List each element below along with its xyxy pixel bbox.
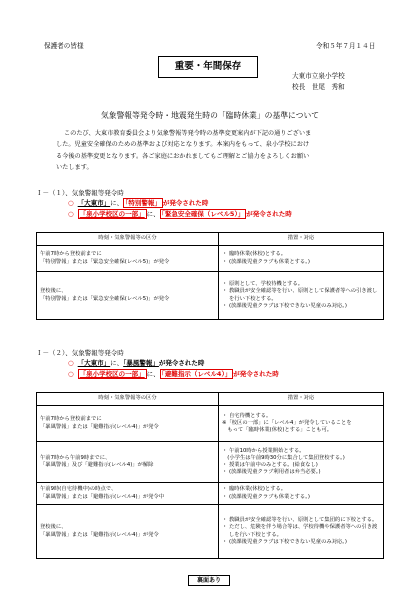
cell-line: ・ 授業は午前中のみとする。(給食なし) — [222, 462, 318, 468]
intro-line: このたび、大東市教育委員会より気象警報等発令時の基準変更案内が下記の通りございま — [64, 130, 312, 137]
cell-line: 「特別警報」または「緊急安全確保(レベル5)」が発令 — [40, 258, 170, 265]
table-cell-right — [219, 442, 384, 483]
document-title: 気象警報等発令時・地震発生時の「臨時休業」の基準について — [100, 111, 320, 120]
table-cell-right — [219, 406, 384, 442]
cell-line: ・ 原則として、学校待機とする。 — [222, 281, 304, 288]
cell-line: もって「臨時休業(休校)とする」ことも可。 — [222, 427, 333, 434]
warning-label: 「緊急安全確保（レベル5）」 — [161, 210, 245, 218]
cell-line: ・ (放課後児童クラブ利用者は弁当必要。) — [222, 469, 321, 476]
cell-line: 登校後に、 — [40, 288, 67, 295]
table-row — [37, 442, 384, 483]
table-header-right: 措置・対応 — [219, 393, 384, 406]
table-cell-left — [37, 272, 219, 320]
cell-line: 「暴風警報」または「避難指示(レベル4)」が発令 — [40, 531, 159, 538]
principal-name: 校長 世尾 秀和 — [292, 83, 345, 91]
area-label: 「大東市」 — [77, 199, 111, 207]
section1-bullet-2 — [68, 210, 292, 219]
cell-line: ・ 午前10時から授業開始とする。 — [222, 447, 305, 454]
warning-label: 「避難指示（レベル4）」 — [161, 370, 232, 378]
section2-bullet-2 — [68, 370, 279, 379]
table-row — [37, 246, 384, 272]
cell-line: 午前7時から午前9時までに、 — [40, 454, 111, 461]
recipient: 保護者の皆様 — [44, 42, 84, 50]
cell-line: ・ (放課後児童クラブは下校できない児童のみ対応。) — [222, 538, 347, 545]
section1-table — [36, 232, 384, 320]
cell-line: 「暴風警報」及び「避難指示(レベル4)」が解除 — [40, 462, 154, 468]
reverse-side-note: 裏面あり — [188, 575, 230, 586]
warning-label: 「特別警報」 — [125, 199, 161, 207]
area-label: 「泉小学校区の一部」 — [79, 370, 145, 378]
important-keep-badge: 重要・年間保存 — [158, 56, 258, 78]
cell-line: ・ 臨時休業(休校)とする。 — [222, 251, 287, 258]
cell-line: 登校後に、 — [40, 524, 67, 531]
cell-line: 「暴風警報」または「避難指示(レベル4)」が発令中 — [40, 493, 165, 500]
table-header-left: 時刻・気象警報等の区分 — [37, 393, 219, 406]
section2-table — [36, 392, 384, 559]
cell-line: ・ ただし、危険を伴う場合等は、学校待機や保護者等への引き渡しを行い下校とする。 — [222, 524, 378, 538]
condition-text: が発令された時 — [158, 359, 205, 367]
table-cell-left — [37, 442, 219, 483]
cell-line: ・ (放課後児童クラブも休業とする。) — [222, 258, 310, 265]
table-row — [37, 483, 384, 505]
cell-line: 午前7時から登校前までに — [40, 251, 102, 258]
intro-line: した。児童安全確保のための基準および対応となります。本案内をもって、泉小学校におけ — [56, 141, 310, 149]
circle-mark: ○ — [68, 199, 74, 207]
school-name: 大東市立泉小学校 — [292, 72, 345, 80]
table-header-left: 時刻・気象警報等の区分 — [37, 233, 219, 246]
section2-bullet-1 — [68, 359, 204, 368]
condition-text: が発令された時 — [233, 370, 279, 378]
table-row — [37, 505, 384, 559]
section1-heading: Ｉ－（１）、気象警報等発令時 — [36, 189, 124, 197]
particle: に、 — [110, 359, 124, 367]
condition-text: が発令された時 — [246, 210, 292, 218]
table-cell-right — [219, 483, 384, 505]
area-label: 「大東市」 — [77, 359, 111, 367]
intro-paragraph — [56, 128, 372, 174]
table-header-right: 措置・対応 — [219, 233, 384, 246]
cell-line: 「暴風警報」または「避難指示(レベル4)」が発令 — [40, 423, 159, 430]
table-cell-left — [37, 246, 219, 272]
section1-bullet-1 — [68, 199, 208, 208]
circle-mark: ○ — [68, 370, 74, 378]
particle: に、 — [146, 210, 160, 218]
area-label: 「泉小学校区の一部」 — [79, 210, 145, 218]
table-cell-right — [219, 505, 384, 559]
circle-mark: ○ — [68, 210, 74, 218]
particle: に、 — [110, 199, 124, 207]
table-cell-left — [37, 505, 219, 559]
cell-line: ・ 臨時休業(休校)とする。 — [222, 486, 287, 493]
table-row — [37, 272, 384, 320]
table-cell-left — [37, 406, 219, 442]
cell-line: (小学生は午前9時30分に集合して集団登校する。) — [222, 454, 345, 461]
cell-line: ・ 教職員が安全確認等を行い、原則として集団的に下校とする。 — [222, 517, 378, 524]
cell-line: 午前7時から登校前までに — [40, 416, 102, 423]
cell-line: ※「校区の一部」に「レベル4」が発令していることを — [222, 419, 352, 426]
date: 令和５年７月１４日 — [316, 42, 376, 50]
cell-line: ・ 教職員が安全確認等を行い、原則として保護者等への引き渡しを行い下校とする。 — [222, 288, 378, 302]
cell-line: ・ 自宅待機とする。 — [222, 412, 272, 419]
circle-mark: ○ — [68, 359, 74, 367]
table-cell-left — [37, 483, 219, 505]
table-cell-right — [219, 246, 384, 272]
intro-line: る今後の基準変更となります。各ご家庭におかれましてもご理解とご協力をよろしくお願い — [56, 152, 310, 160]
condition-text: が発令された時 — [162, 199, 209, 207]
table-row — [37, 406, 384, 442]
cell-line: ・ (放課後児童クラブは下校できない児童のみ対応。) — [222, 302, 347, 309]
section2-heading: Ｉ－（２）、気象警報等発令時 — [36, 349, 124, 357]
table-cell-right — [219, 272, 384, 320]
cell-line: ・ (放課後児童クラブも休業とする。) — [222, 493, 310, 500]
intro-line: いたします。 — [56, 164, 93, 172]
cell-line: 「特別警報」または「緊急安全確保(レベル5)」が発令 — [40, 295, 170, 302]
cell-line: 午前9時(自宅待機中)の時点で、 — [40, 486, 117, 493]
particle: に、 — [146, 370, 160, 378]
warning-label: 「暴風警報」 — [123, 359, 159, 367]
